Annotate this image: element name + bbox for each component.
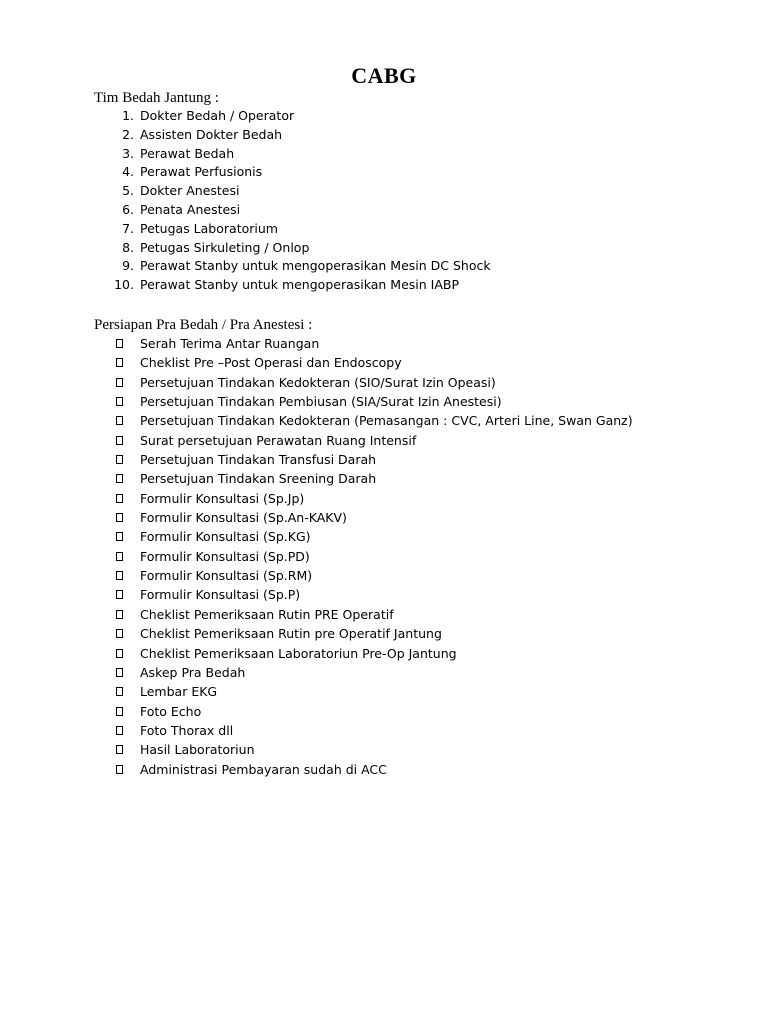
checkbox-icon[interactable] xyxy=(116,339,123,348)
list-item-text: Dokter Bedah / Operator xyxy=(140,108,295,123)
checklist-item-text: Foto Echo xyxy=(140,703,202,719)
checklist-item xyxy=(0,469,768,488)
list-item-text: Perawat Perfusionis xyxy=(140,164,263,180)
checklist-item-text: Formulir Konsultasi (Sp.PD) xyxy=(140,548,310,564)
list-item xyxy=(0,201,768,220)
prep-heading: Persiapan Pra Bedah / Pra Anestesi : xyxy=(94,317,313,333)
checkbox-icon[interactable] xyxy=(116,745,123,754)
checkbox-icon[interactable] xyxy=(116,610,123,619)
checklist-item-text: Persetujuan Tindakan Transfusi Darah xyxy=(140,452,377,468)
checklist-item-text: Cheklist Pemeriksaan Rutin PRE Operatif xyxy=(140,606,394,622)
list-item-text: Dokter Anestesi xyxy=(140,183,240,199)
checklist-item-text: Cheklist Pemeriksaan Laboratoriun Pre-Op Jantung xyxy=(140,645,457,661)
checkbox-icon[interactable] xyxy=(116,455,123,464)
checklist-item xyxy=(0,702,768,721)
list-number: 2. xyxy=(122,126,134,142)
checkbox-icon[interactable] xyxy=(116,726,123,735)
list-item-text: Petugas Laboratorium xyxy=(140,220,278,236)
checklist-item-text: Formulir Konsultasi (Sp.P) xyxy=(140,587,301,603)
checklist-item xyxy=(0,760,768,779)
checkbox-icon[interactable] xyxy=(116,532,123,541)
checklist-item-text: Formulir Konsultasi (Sp.Jp) xyxy=(140,490,305,506)
list-item xyxy=(0,182,768,201)
list-number: 3. xyxy=(122,145,134,161)
checkbox-icon[interactable] xyxy=(116,397,123,406)
checklist-item xyxy=(0,334,768,353)
checklist-item xyxy=(0,663,768,682)
list-item xyxy=(0,145,768,164)
list-number: 7. xyxy=(122,220,134,236)
checkbox-icon[interactable] xyxy=(116,474,123,483)
checklist-item xyxy=(0,624,768,643)
checklist-item xyxy=(0,682,768,701)
checklist-item-text: Administrasi Pembayaran sudah di ACC xyxy=(140,761,387,777)
list-number: 1. xyxy=(122,108,134,123)
checklist-item xyxy=(0,740,768,759)
checklist-item-text: Cheklist Pemeriksaan Rutin pre Operatif Jantung xyxy=(140,626,442,642)
checklist-item xyxy=(0,644,768,663)
checklist-item-text: Cheklist Pre –Post Operasi dan Endoscopy xyxy=(140,355,402,371)
checkbox-icon[interactable] xyxy=(116,416,123,425)
list-item xyxy=(0,126,768,145)
prep-checklist xyxy=(0,334,768,779)
checklist-item xyxy=(0,411,768,430)
checkbox-icon[interactable] xyxy=(116,649,123,658)
list-item xyxy=(0,257,768,276)
checklist-item-text: Persetujuan Tindakan Kedokteran (Pemasangan : CVC, Arteri Line, Swan Ganz) xyxy=(140,413,633,429)
checklist-item-text: Persetujuan Tindakan Sreening Darah xyxy=(140,471,377,487)
checklist-item-text: Hasil Laboratoriun xyxy=(140,742,255,758)
list-number: 4. xyxy=(122,164,134,180)
checklist-item-text: Formulir Konsultasi (Sp.RM) xyxy=(140,568,313,584)
list-number: 5. xyxy=(122,183,134,199)
checklist-item xyxy=(0,450,768,469)
checklist-item-text: Foto Thorax dll xyxy=(140,722,234,738)
list-number: 8. xyxy=(122,239,134,255)
checklist-item xyxy=(0,431,768,450)
list-number: 9. xyxy=(122,258,134,274)
checklist-item xyxy=(0,721,768,740)
checklist-item-text: Serah Terima Antar Ruangan xyxy=(140,336,320,351)
checkbox-icon[interactable] xyxy=(116,513,123,522)
checklist-item-text: Formulir Konsultasi (Sp.An-KAKV) xyxy=(140,510,347,526)
checkbox-icon[interactable] xyxy=(116,494,123,503)
checkbox-icon[interactable] xyxy=(116,378,123,387)
checklist-item-text: Askep Pra Bedah xyxy=(140,664,246,680)
document-title: CABG xyxy=(351,63,417,88)
list-item xyxy=(0,163,768,182)
checkbox-icon[interactable] xyxy=(116,436,123,445)
list-item-text: Perawat Stanby untuk mengoperasikan Mesin IABP xyxy=(140,277,460,293)
checklist-item xyxy=(0,605,768,624)
list-item xyxy=(0,239,768,258)
checkbox-icon[interactable] xyxy=(116,590,123,599)
checklist-item xyxy=(0,392,768,411)
checklist-item-text: Surat persetujuan Perawatan Ruang Intensif xyxy=(140,432,417,448)
list-number: 10. xyxy=(114,277,134,293)
checklist-item xyxy=(0,566,768,585)
list-item xyxy=(0,220,768,239)
checkbox-icon[interactable] xyxy=(116,552,123,561)
checklist-item xyxy=(0,373,768,392)
checklist-item xyxy=(0,508,768,527)
list-item-text: Perawat Bedah xyxy=(140,145,235,161)
list-item xyxy=(0,276,768,295)
checkbox-icon[interactable] xyxy=(116,629,123,638)
checkbox-icon[interactable] xyxy=(116,707,123,716)
list-item-text: Penata Anestesi xyxy=(140,201,241,217)
checklist-item xyxy=(0,547,768,566)
checklist-item-text: Formulir Konsultasi (Sp.KG) xyxy=(140,529,311,545)
list-item-text: Petugas Sirkuleting / Onlop xyxy=(140,239,310,255)
list-item xyxy=(0,107,768,126)
list-item-text: Perawat Stanby untuk mengoperasikan Mesin DC Shock xyxy=(140,258,491,274)
list-item-text: Assisten Dokter Bedah xyxy=(140,126,283,142)
checkbox-icon[interactable] xyxy=(116,765,123,774)
checkbox-icon[interactable] xyxy=(116,571,123,580)
checkbox-icon[interactable] xyxy=(116,687,123,696)
checklist-item-text: Lembar EKG xyxy=(140,684,218,700)
team-heading: Tim Bedah Jantung : xyxy=(94,90,219,106)
checkbox-icon[interactable] xyxy=(116,358,123,367)
checklist-item xyxy=(0,527,768,546)
checkbox-icon[interactable] xyxy=(116,668,123,677)
checklist-item-text: Persetujuan Tindakan Pembiusan (SIA/Surat Izin Anestesi) xyxy=(140,394,502,410)
checklist-item xyxy=(0,585,768,604)
checklist-item-text: Persetujuan Tindakan Kedokteran (SIO/Surat Izin Opeasi) xyxy=(140,374,496,390)
checklist-item xyxy=(0,489,768,508)
team-list xyxy=(0,107,768,295)
checklist-item xyxy=(0,353,768,372)
list-number: 6. xyxy=(122,201,134,217)
